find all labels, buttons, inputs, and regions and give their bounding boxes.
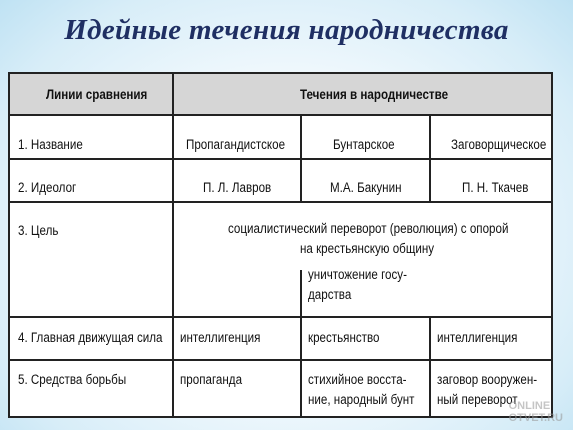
slide-title: Идейные течения народничества	[64, 14, 509, 46]
header-currents: Течения в народничестве	[300, 87, 449, 102]
row-label-means: 5. Средства борьбы	[18, 372, 127, 387]
cell-ideologist-tkachev: П. Н. Ткачев	[462, 180, 529, 195]
cell-means-rebel-line2: ние, народный бунт	[308, 392, 415, 407]
header-comparison-lines: Линии сравнения	[46, 87, 148, 102]
row-label-ideologist: 2. Идеолог	[18, 180, 77, 195]
cell-means-rebel-line1: стихийное восста-	[308, 372, 407, 387]
cell-goal-merged-line2: на крестьянскую общину	[300, 241, 435, 256]
column-divider	[429, 316, 431, 416]
row-divider	[10, 359, 551, 361]
cell-means-conspiracy-line2: ный переворот	[437, 392, 518, 407]
row-divider	[10, 316, 551, 318]
cell-force-rebel: крестьянство	[308, 330, 380, 345]
cell-ideologist-bakunin: М.А. Бакунин	[330, 180, 402, 195]
cell-name-propaganda: Пропагандистское	[186, 137, 286, 152]
row-divider	[10, 158, 551, 160]
cell-means-conspiracy-line1: заговор вооружен-	[437, 372, 538, 387]
cell-goal-rebel-line2: дарства	[308, 287, 352, 302]
comparison-table	[8, 72, 553, 418]
cell-force-propaganda: интеллигенция	[180, 330, 261, 345]
row-label-goal: 3. Цель	[18, 223, 59, 238]
cell-ideologist-lavrov: П. Л. Лавров	[203, 180, 272, 195]
column-divider	[300, 116, 302, 202]
row-label-name: 1. Название	[18, 137, 83, 152]
column-divider	[172, 74, 174, 416]
cell-force-conspiracy: интеллигенция	[437, 330, 518, 345]
cell-name-conspiracy: Заговорщическое	[451, 137, 547, 152]
cell-means-propaganda: пропаганда	[180, 372, 243, 387]
row-label-driving-force: 4. Главная движущая сила	[18, 330, 163, 345]
cell-goal-rebel-line1: уничтожение госу-	[308, 267, 407, 282]
watermark-line2: OTVET.RU	[508, 412, 563, 424]
cell-name-rebel: Бунтарское	[333, 137, 395, 152]
column-divider	[300, 270, 302, 416]
cell-goal-merged-line1: социалистический переворот (революция) с опорой	[228, 221, 509, 236]
watermark-logo	[509, 400, 563, 424]
row-divider	[10, 201, 551, 203]
watermark-line1: ONLINE	[508, 400, 551, 412]
column-divider	[429, 116, 431, 202]
